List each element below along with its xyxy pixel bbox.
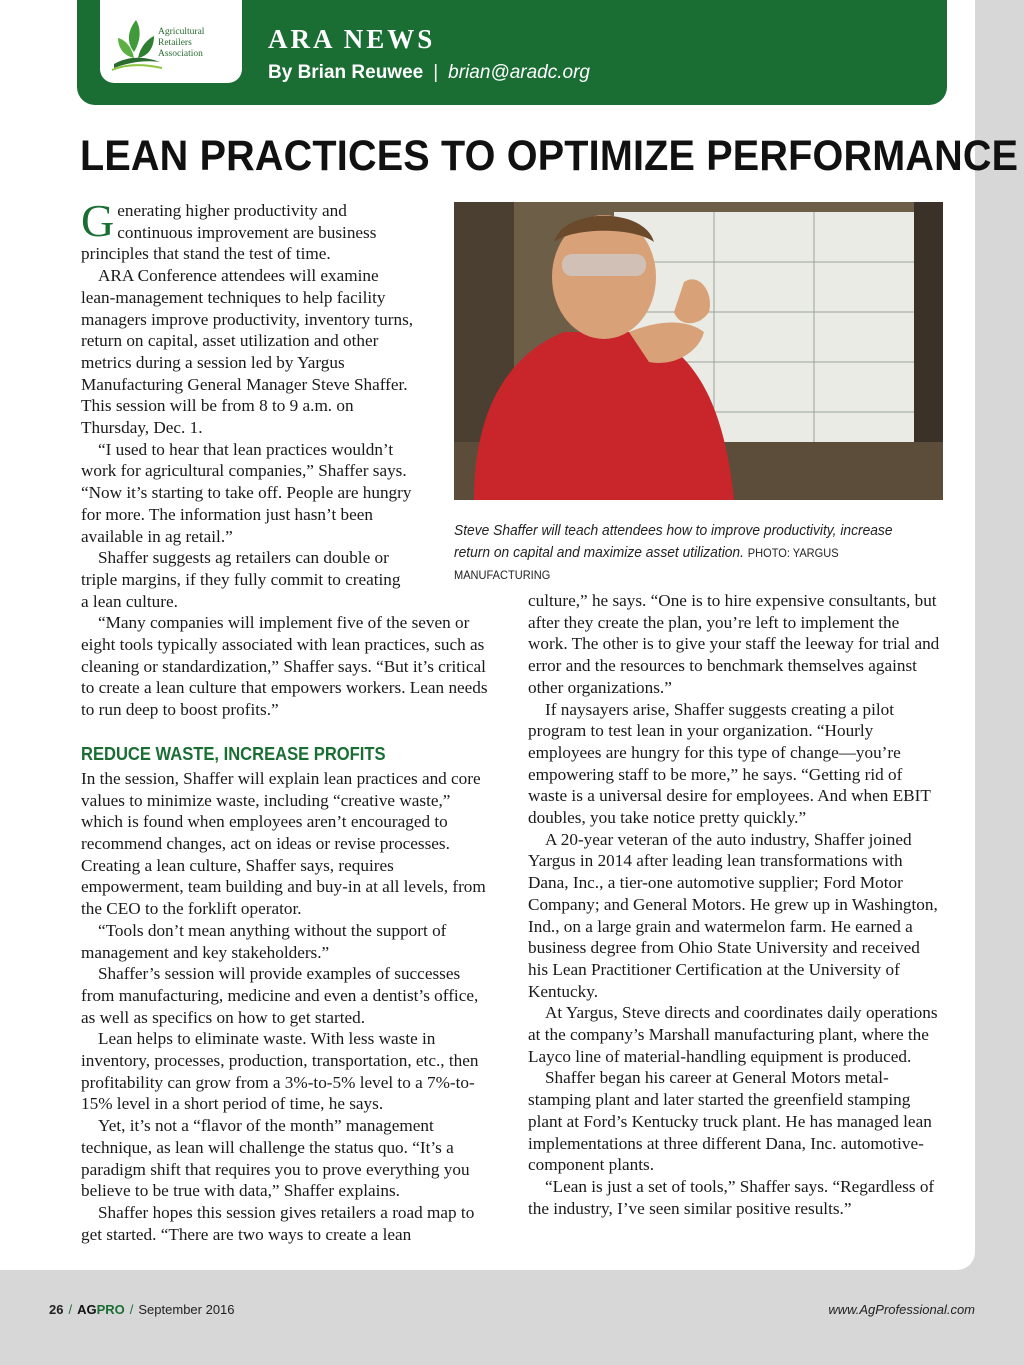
subhead: REDUCE WASTE, INCREASE PROFITS [81, 743, 386, 764]
byline-separator: | [433, 62, 439, 83]
right-column [528, 590, 943, 1219]
paragraph: At Yargus, Steve directs and coordinates daily operations at the company’s Marshall manufacturing plant, where the Layco line of material-handling equipment is produced. [528, 1003, 938, 1066]
photo-credit: PHOTO: YARGUS MANUFACTURING [454, 546, 839, 582]
paragraph: “Many companies will implement five of the seven or eight tools typically associated with lean practices, such as cleaning or standardization,” Shaffer says. “But it’s critical to create a lean culture that empowers workers. Lean needs to run deep to boost profits.” [81, 613, 488, 720]
leaf-icon [106, 12, 166, 82]
byline-email[interactable]: brian@aradc.org [448, 62, 590, 83]
photo-illustration [454, 202, 943, 500]
paragraph: In the session, Shaffer will explain lean practices and core values to minimize waste, including “creative waste,” which is found when employees aren’t encouraged to recommend changes, act on ideas or revise processes. Creating a lean culture, Shaffer says, requires empowerment, team building and buy-in at all levels, from the CEO to the forklift operator. [81, 768, 486, 919]
caption-text: Steve Shaffer will teach attendees how to improve productivity, increase return on capital and maximize asset utilization. [454, 522, 893, 561]
byline [268, 62, 590, 84]
paragraph: “I used to hear that lean practices wouldn’t work for agricultural companies,” Shaffer says. “Now it’s starting to take off. People are hungry for more. The information just hasn’t been available in ag retail.” [81, 439, 412, 546]
photo-caption [454, 520, 914, 586]
article-photo [454, 202, 943, 500]
left-column-narrow [81, 547, 401, 612]
page-number: 26 [49, 1302, 64, 1317]
section-title: ARA NEWS [268, 24, 436, 54]
left-column-top [81, 195, 416, 547]
paragraph: Generating higher productivity and continuous improvement are business principles that stand the test of time. [81, 195, 377, 264]
paragraph: If naysayers arise, Shaffer suggests creating a pilot program to test lean in your organization. “Hourly employees are hungry for this type of change—you’re empowering staff to be more,” he says. “Getting rid of waste is a universal desire for employees. And when EBIT doubles, you take notice pretty quickly.” [528, 699, 931, 828]
paragraph: “Tools don’t mean anything without the support of management and key stakeholders.” [81, 920, 447, 962]
issue-date: September 2016 [138, 1302, 235, 1317]
magazine-logo: AGPRO [77, 1302, 125, 1317]
paragraph: Shaffer suggests ag retailers can double or triple margins, if they fully commit to creating a lean culture. [81, 548, 401, 611]
byline-author: By Brian Reuwee [268, 62, 424, 83]
ara-logo [100, 0, 242, 83]
paragraph: ARA Conference attendees will examine lean-management techniques to help facility managers improve productivity, inventory turns, return on capital, asset utilization and other metrics during a session led by Yargus Manufacturing General Manager Steve Shaffer. This session will be from 8 to 9 a.m. on Thursday, Dec. 1. [81, 266, 414, 438]
footer-slash: / [68, 1302, 73, 1317]
website-link[interactable]: www.AgProfessional.com [828, 1302, 975, 1317]
paragraph: Shaffer began his career at General Motors metal-stamping plant and later started the greenfield stamping plant at Ford’s Kentucky truck plant. He has managed lean implementations at three different Dana, Inc. automotive-component plants. [528, 1068, 932, 1175]
paragraph: Shaffer’s session will provide examples of successes from manufacturing, medicine and even a dentist’s office, as well as specifics on how to get started. [81, 964, 479, 1027]
footer [49, 1302, 235, 1317]
left-column [81, 195, 496, 1245]
paragraph: culture,” he says. “One is to hire expensive consultants, but after they create the plan, you’re left to implement the work. The other is to give your staff the leeway for trial and error and the resources to benchmark themselves against other organizations.” [528, 591, 940, 697]
paragraph: Lean helps to eliminate waste. With less waste in inventory, processes, production, transportation, etc., then profitability can grow from a 3%-to-5% level to a 7%-to-15% level in a short period of time, he says. [81, 1029, 479, 1114]
drop-cap: G [81, 195, 115, 246]
logo-line: Retailers [158, 38, 192, 48]
paragraph: “Lean is just a set of tools,” Shaffer says. “Regardless of the industry, I’ve seen similar positive results.” [528, 1176, 935, 1218]
paragraph: Shaffer hopes this session gives retailers a road map to get started. “There are two ways to create a lean [81, 1202, 475, 1244]
logo-line: Association [158, 49, 203, 59]
logo-text [158, 27, 204, 60]
paragraph: A 20-year veteran of the auto industry, Shaffer joined Yargus in 2014 after leading lean transformations with Dana, Inc., a tier-one automotive supplier; Ford Motor Company; and General Motors. He grew up in Washington, Ind., on a large grain and watermelon farm. He earned a business degree from Ohio State University and received his Lean Practitioner Certification at the University of Kentucky. [528, 829, 938, 1001]
paragraph: Yet, it’s not a “flavor of the month” management technique, as lean will challenge the status quo. “It’s a paradigm shift that requires you to prove everything you believe to be true with data,” Shaffer explains. [81, 1116, 470, 1201]
logo-line: Agricultural [158, 27, 205, 37]
headline: LEAN PRACTICES TO OPTIMIZE PERFORMANCE [80, 132, 1019, 180]
footer-slash: / [129, 1302, 134, 1317]
